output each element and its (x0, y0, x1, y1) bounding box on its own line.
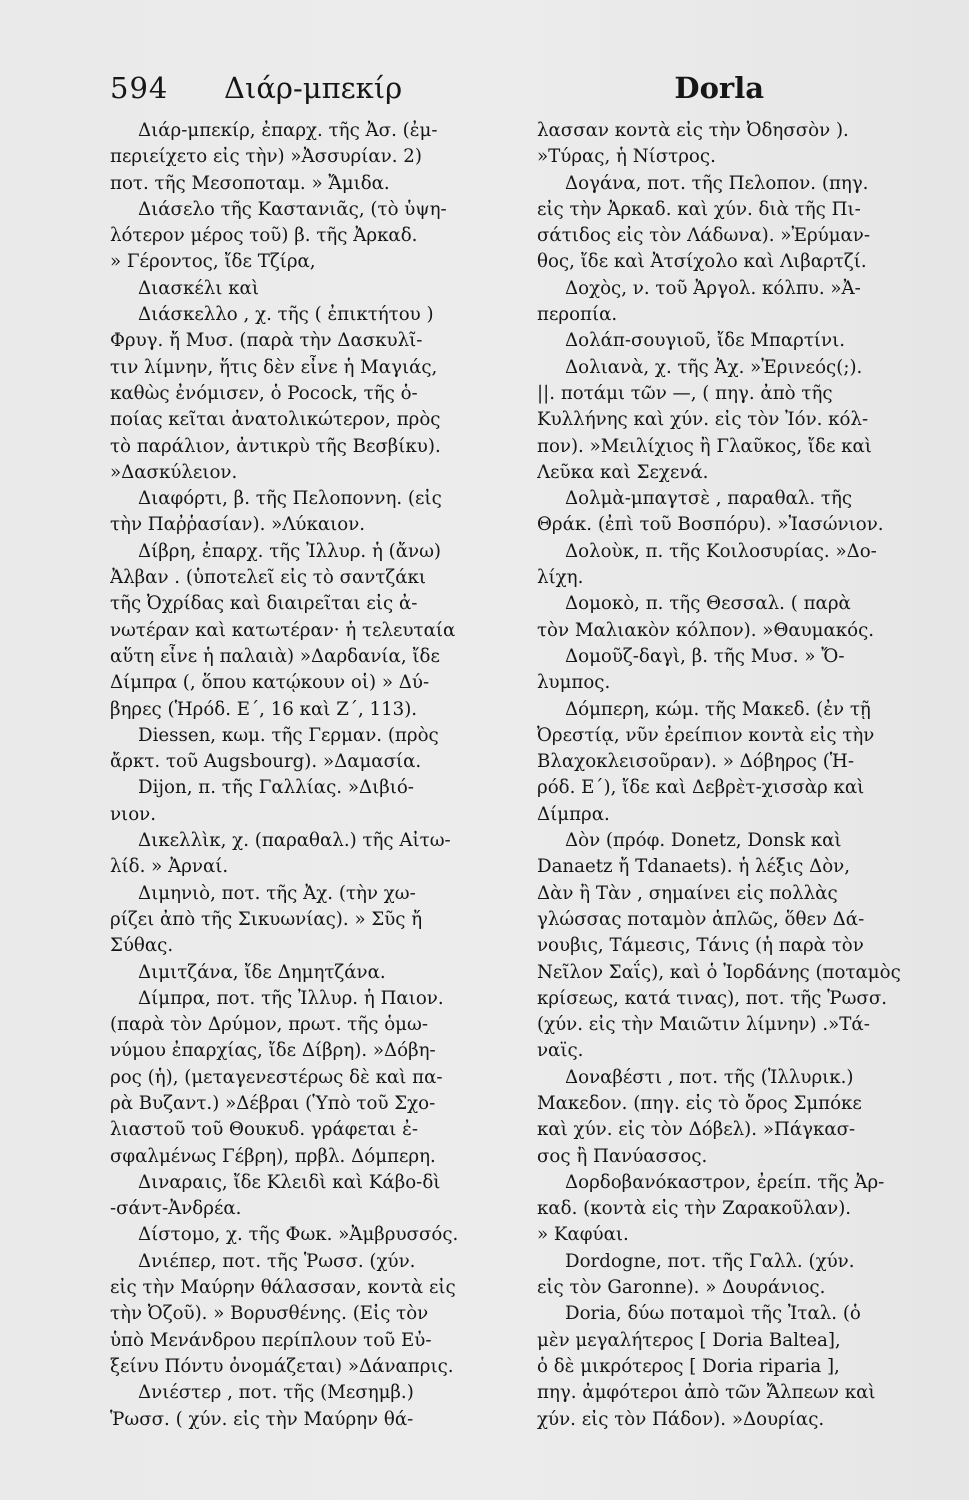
text-line: Ῥωσσ. ( χύν. εἰς τὴν Μαύρην θά- (110, 1408, 414, 1430)
text-line: » Καφύαι. (537, 1224, 629, 1246)
text-line: αὕτη εἶνε ἡ παλαιὰ) »Δαρδανία, ἴδε (110, 645, 440, 667)
text-line: γλώσσας ποταμὸν ἁπλῶς, ὅθεν Δά- (537, 908, 865, 930)
text-line: τὴν Ὀζοῦ). » Βορυσθένης. (Εἰς τὸν (110, 1303, 429, 1325)
text-line: χύν. εἰς τὸν Πάδον). »Δουρίας. (537, 1408, 825, 1430)
text-line: ποτ. τῆς Μεσοποταμ. » Ἄμιδα. (110, 172, 390, 194)
text-line: Ὀρεστίᾳ, νῦν ἐρείπιον κοντὰ εἰς τὴν (537, 724, 875, 746)
text-line: λίχη. (537, 567, 584, 589)
text-line: καδ. (κοντὰ εἰς τὴν Ζαρακοῦλαν). (537, 1198, 852, 1220)
text-line: Δορδοβανόκαστρον, ἐρείπ. τῆς Ἀρ- (565, 1171, 885, 1193)
text-line: Δοναβέστι , ποτ. τῆς (Ἰλλυρικ.) (565, 1066, 854, 1088)
text-line: Λεῦκα καὶ Σεχενά. (537, 461, 709, 483)
text-line: Διναραις, ἴδε Κλειδὶ καὶ Κάβο-δὶ (138, 1171, 441, 1193)
text-line: Δνιέπερ, ποτ. τῆς Ῥωσσ. (χύν. (138, 1250, 416, 1272)
text-line: σος ἢ Πανύασσος. (537, 1145, 708, 1167)
text-line: Δίστομο, χ. τῆς Φωκ. »Ἀμβρυσσός. (138, 1224, 459, 1246)
text-line: Δολάπ-σουγιοῦ, ἴδε Μπαρτίνι. (565, 330, 845, 352)
text-line: Κυλλήνης καὶ χύν. εἰς τὸν Ἰόν. κόλ- (537, 409, 869, 431)
text-line: νωτέραν καὶ κατωτέραν· ἡ τελευταία (110, 619, 456, 641)
text-line: εἰς τὸν Garonne). » Δουράνιος. (537, 1277, 826, 1299)
text-line: σφαλμένως Γέβρη), πρβλ. Δόμπερη. (110, 1145, 436, 1167)
text-line: βηρες (Ἡρόδ. Ε΄, 16 καὶ Ζ΄, 113). (110, 698, 418, 720)
text-line: ὁ δὲ μικρότερος [ Doria riparia ], (537, 1355, 840, 1377)
text-line: ὑπὸ Μενάνδρου περίπλουν τοῦ Εὐ- (110, 1329, 432, 1351)
text-line: νουβις, Τάμεσις, Τάνις (ἡ παρὰ τὸν (537, 935, 864, 957)
text-line: ρίζει ἀπὸ τῆς Σικυωνίας). » Σῦς ἤ (110, 908, 423, 930)
text-line: ξείνυ Πόντυ ὀνομάζεται) »Δάναπρις. (110, 1355, 454, 1377)
text-line: Δὸν (πρόφ. Donetz, Donsk καὶ (565, 830, 842, 852)
text-line: θος, ἴδε καὶ Ἀτσίχολο καὶ Λιβαρτζί. (537, 251, 867, 273)
text-line: Δίβρη, ἐπαρχ. τῆς Ἰλλυρ. ἡ (ἄνω) (138, 540, 442, 562)
text-line: ρὰ Βυζαντ.) »Δέβραι (Ὑπὸ τοῦ Σχο- (110, 1092, 436, 1114)
text-line: » Γέροντος, ἴδε Τζίρα, (110, 251, 316, 273)
text-line: Δικελλὶκ, χ. (παραθαλ.) τῆς Αἰτω- (138, 830, 451, 852)
text-line: (παρὰ τὸν Δρύμον, πρωτ. τῆς ὁμω- (110, 1014, 428, 1036)
text-line: Δογάνα, ποτ. τῆς Πελοπον. (πηγ. (565, 172, 869, 194)
text-line: περιείχετο εἰς τὴν) »Ἀσσυρίαν. 2) (110, 146, 422, 168)
text-line: Δόμπερη, κώμ. τῆς Μακεδ. (ἐν τῇ (565, 698, 871, 720)
text-line: Σύθας. (110, 935, 174, 957)
text-line: ἄρκτ. τοῦ Augsbourg). »Δαμασία. (110, 751, 422, 773)
text-line: Diessen, κωμ. τῆς Γερμαν. (πρὸς (138, 724, 439, 746)
text-line: τὸ παράλιον, ἀντικρὺ τῆς Βεσβίκυ). (110, 435, 441, 457)
text-line: λιαστοῦ τοῦ Θουκυδ. γράφεται ἐ- (110, 1119, 419, 1141)
text-line: περοπία. (537, 304, 618, 326)
text-line: μὲν μεγαλήτερος [ Doria Baltea], (537, 1329, 841, 1351)
right-running-head: Dorla (674, 71, 764, 105)
text-line: τὴν Παῤῥασίαν). »Λύκαιον. (110, 514, 366, 536)
text-line: νιον. (110, 803, 156, 825)
text-line: Δομοῦζ-δαγὶ, β. τῆς Μυσ. » Ὄ- (565, 645, 845, 667)
left-column (110, 118, 500, 1433)
text-line: λυμπος. (537, 672, 611, 694)
text-line: Δὰν ἢ Τὰν , σημαίνει εἰς πολλὰς (537, 882, 838, 904)
text-line: καὶ χύν. εἰς τὸν Δόβελ). »Πάγκασ- (537, 1119, 856, 1141)
text-line: λασσαν κοντὰ εἰς τὴν Ὀδησσὸν ). (537, 120, 849, 141)
text-line: Διάσελο τῆς Καστανιᾶς, (τὸ ὑψη- (138, 198, 447, 220)
text-line: τῆς Ὀχρίδας καὶ διαιρεῖται εἰς ἀ- (110, 593, 418, 615)
text-line: κρίσεως, κατά τινας), ποτ. τῆς Ῥωσσ. (537, 987, 888, 1009)
right-column (537, 118, 955, 1433)
text-line: Διασκέλι καὶ (138, 277, 259, 299)
text-line: Doria, δύω ποταμοὶ τῆς Ἰταλ. (ὁ (565, 1303, 861, 1325)
text-line: -σάντ-Ἀνδρέα. (110, 1198, 242, 1220)
text-line: Διαφόρτι, β. τῆς Πελοποννη. (εἰς (138, 488, 442, 510)
text-line: Μακεδον. (πηγ. εἰς τὸ ὄρος Σμπόκε (537, 1092, 862, 1114)
text-line: ναϊς. (537, 1040, 584, 1062)
text-line: Δίμπρα, ποτ. τῆς Ἰλλυρ. ἡ Παιον. (138, 987, 444, 1009)
text-line: ποίας κεῖται ἀνατολικώτερον, πρὸς (110, 409, 441, 431)
text-line: Δομοκὸ, π. τῆς Θεσσαλ. ( παρὰ (565, 593, 851, 615)
page-number: 594 (110, 71, 169, 105)
text-line: Δολμὰ-μπαγτσὲ , παραθαλ. τῆς (565, 488, 853, 510)
text-line: τὸν Μαλιακὸν κόλπον). »Θαυμακός. (537, 619, 875, 641)
text-line: Δοχὸς, ν. τοῦ Ἀργολ. κόλπυ. »Ἀ- (565, 277, 861, 299)
text-line: Δολιανὰ, χ. τῆς Ἀχ. »Ἐρινεός(;). (565, 356, 863, 378)
text-line: πηγ. ἀμφότεροι ἀπὸ τῶν Ἄλπεων καὶ (537, 1382, 876, 1404)
text-line: τιν λίμνην, ἥτις δὲν εἶνε ἡ Μαγιάς, (110, 356, 438, 378)
text-line: Διάρ-μπεκίρ, ἐπαρχ. τῆς Ἀσ. (ἐμ- (138, 120, 438, 141)
text-line: Danaetz ἤ Tdanaets). ἡ λέξις Δὸν, (537, 856, 850, 878)
text-line: ρόδ. Ε΄), ἴδε καὶ Δεβρὲτ-χισσὰρ καὶ (537, 777, 865, 799)
text-line: Δίμπρα (, ὅπου κατῴκουν οἱ) » Δύ- (110, 672, 430, 694)
text-line: Ἀλβαν . (ὑποτελεῖ εἰς τὸ σαντζάκι (110, 567, 427, 589)
text-line: νύμου ἐπαρχίας, ἴδε Δίβρη). »Δόβη- (110, 1040, 436, 1062)
text-line: Βλαχοκλεισοῦραν). » Δόβηρος (Ἡ- (537, 751, 855, 773)
left-running-head: Διάρ-μπεκίρ (224, 71, 403, 105)
page-header (110, 66, 764, 110)
text-line: Θράκ. (ἐπὶ τοῦ Βοσπόρυ). »Ἰασώνιον. (537, 514, 884, 536)
text-line: Διμιτζάνα, ἴδε Δημητζάνα. (138, 961, 386, 983)
text-line: »Τύρας, ἡ Νίστρος. (537, 146, 716, 168)
text-line: »Δασκύλειον. (110, 461, 238, 483)
text-line: Dijon, π. τῆς Γαλλίας. »Διβιό- (138, 777, 414, 799)
text-line: Dordogne, ποτ. τῆς Γαλλ. (χύν. (565, 1250, 855, 1272)
text-line: πον). »Μειλίχιος ἢ Γλαῦκος, ἴδε καὶ (537, 435, 872, 457)
text-line: Φρυγ. ἤ Μυσ. (παρὰ τὴν Δασκυλῖ- (110, 330, 423, 352)
text-line: Διάσκελλο , χ. τῆς ( ἐπικτήτου ) (138, 304, 434, 326)
text-line: ||. ποτάμι τῶν —, ( πηγ. ἀπὸ τῆς (537, 382, 833, 404)
text-line: Διμηνιὸ, ποτ. τῆς Ἀχ. (τὴν χω- (138, 882, 416, 904)
text-line: εἰς τὴν Μαύρην θάλασσαν, κοντὰ εἰς (110, 1277, 456, 1299)
text-line: εἰς τὴν Ἀρκαδ. καὶ χύν. διὰ τῆς Πι- (537, 198, 861, 220)
text-line: Δνιέστερ , ποτ. τῆς (Μεσημβ.) (138, 1382, 414, 1404)
text-line: λότερον μέρος τοῦ) β. τῆς Ἀρκαδ. (110, 225, 418, 247)
text-line: λίδ. » Ἀρναί. (110, 856, 229, 878)
text-line: σάτιδος εἰς τὸν Λάδωνα). »Ἐρύμαν- (537, 225, 871, 247)
text-line: (χύν. εἰς τὴν Μαιῶτιν λίμνην) .»Τά- (537, 1014, 870, 1036)
text-line: καθὼς ἐνόμισεν, ὁ Pocock, τῆς ὁ- (110, 382, 418, 404)
text-line: Δίμπρα. (537, 803, 610, 825)
text-line: Δολοὺκ, π. τῆς Κοιλοσυρίας. »Δο- (565, 540, 877, 562)
text-line: ρος (ἡ), (μεταγενεστέρως δὲ καὶ πα- (110, 1066, 443, 1088)
text-line: Νεῖλον Σαΐς), καὶ ὁ Ἰορδάνης (ποταμὸς (537, 961, 901, 983)
